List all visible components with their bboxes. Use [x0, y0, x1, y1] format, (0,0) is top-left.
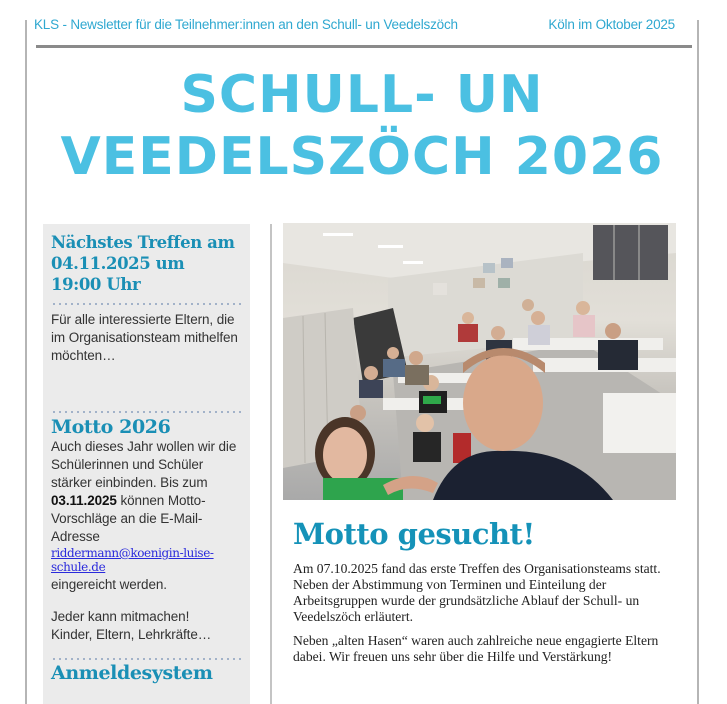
sidebar	[43, 224, 250, 704]
registration-section	[51, 658, 242, 684]
meeting-section	[51, 232, 242, 365]
article-paragraph-1: Am 07.10.2025 fand das erste Treffen des Organisationsteams statt. Neben der Abstimmung von Terminen und Einteilung der Arbeitsgruppen wurde der grundsätzliche Ablauf der Schull- un Veedelszöch erläutert.	[293, 561, 661, 624]
page-border-right	[697, 20, 699, 704]
title-line-1: SCHULL- UN	[180, 65, 544, 125]
meeting-text: Für alle interessierte Eltern, die im Organisationsteam mithelfen möchten…	[51, 312, 238, 363]
header-divider	[36, 45, 692, 48]
motto-submit-text: eingereicht werden.	[51, 577, 167, 592]
motto-cta-line-1: Jeder kann mitmachen!	[51, 609, 190, 624]
title-line-2: VEEDELSZÖCH 2026	[60, 127, 664, 187]
dotted-separator	[51, 411, 242, 413]
article-paragraph-2: Neben „alten Hasen“ waren auch zahlreiche neue engagierte Eltern dabei. Wir freuen uns sehr über die Hilfe und Verstärkung!	[293, 633, 659, 664]
motto-section	[51, 411, 242, 644]
motto-deadline: 03.11.2025	[51, 493, 117, 508]
newsletter-date: Köln im Oktober 2025	[548, 17, 675, 32]
newsletter-header	[34, 17, 694, 37]
motto-email-link[interactable]: riddermann@koenigin-luise-schule.de	[51, 546, 214, 574]
photo-illustration	[283, 223, 676, 500]
newsletter-name: KLS - Newsletter für die Teilnehmer:innen an den Schull- un Veedelszöch	[34, 17, 458, 32]
article-body	[293, 561, 685, 673]
group-selfie-photo	[283, 223, 676, 500]
dotted-separator	[51, 303, 242, 305]
motto-text-instructions: können Motto-Vorschläge an die E-Mail-Adresse	[51, 493, 206, 544]
motto-text-intro: Auch dieses Jahr wollen wir die Schülerinnen und Schüler stärker einbinden. Bis zum	[51, 439, 237, 490]
page-title	[27, 64, 697, 188]
dotted-separator	[51, 658, 242, 660]
motto-heading: Motto 2026	[51, 416, 171, 438]
meeting-heading: Nächstes Treffen am 04.11.2025 um 19:00 Uhr	[51, 233, 235, 294]
motto-cta-line-2: Kinder, Eltern, Lehrkräfte…	[51, 627, 212, 642]
column-divider	[270, 224, 272, 704]
registration-heading: Anmeldesystem	[51, 662, 213, 684]
article-title: Motto gesucht!	[293, 517, 535, 551]
motto-text	[51, 438, 242, 546]
